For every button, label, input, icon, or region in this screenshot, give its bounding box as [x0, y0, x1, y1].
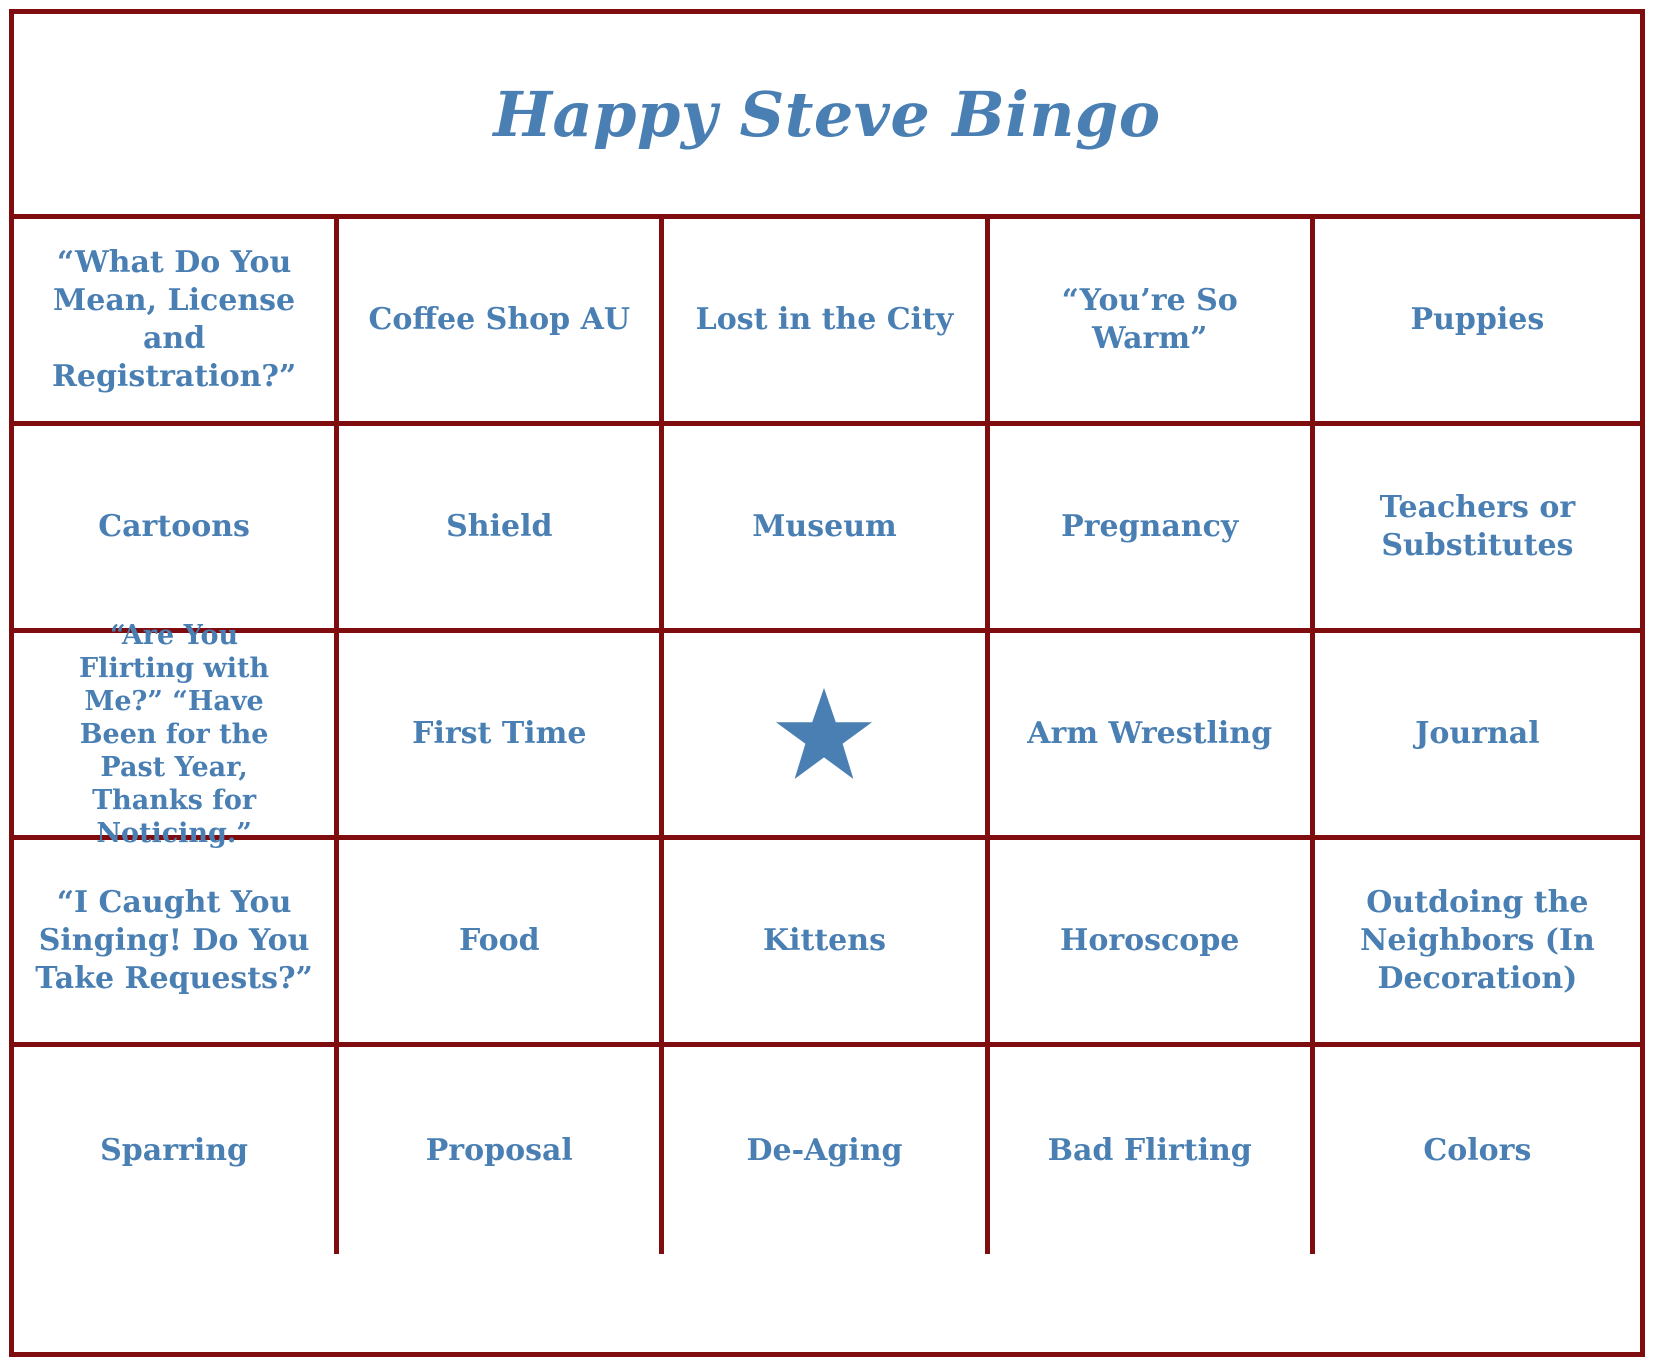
bingo-cell [339, 426, 664, 633]
title-header [14, 14, 1640, 219]
cell-text: Museum [752, 509, 897, 544]
cell-text: Arm Wrestling [1027, 716, 1273, 751]
cell-text: Pregnancy [1061, 509, 1239, 544]
cell-text: Horoscope [1059, 923, 1240, 958]
cell-text: “What Do You Mean, License and Registration?” [51, 245, 297, 394]
cell-text: “Are You Flirting with Me?” “Have Been for the Past Year, Thanks for Noticing.” [79, 619, 270, 849]
free-space-cell [664, 633, 989, 840]
cell-text: Lost in the City [695, 302, 954, 337]
bingo-cell [664, 840, 989, 1047]
cell-text: Shield [446, 509, 553, 544]
cell-text: Kittens [763, 923, 886, 958]
bingo-cell [990, 219, 1315, 426]
cell-text: First Time [412, 716, 587, 751]
bingo-cell [14, 619, 339, 849]
bingo-cell [339, 633, 664, 840]
bingo-cell [1315, 1047, 1640, 1254]
cell-text: Journal [1415, 716, 1540, 751]
star-icon-svg [774, 686, 874, 782]
cell-text: “I Caught You Singing! Do You Take Requests?” [35, 885, 313, 996]
bingo-cell [990, 1047, 1315, 1254]
bingo-cell [339, 1047, 664, 1254]
cell-text: Sparring [100, 1132, 249, 1168]
bingo-cell [664, 426, 989, 633]
bingo-cell [14, 219, 339, 426]
bingo-cell [990, 840, 1315, 1047]
cell-text: Food [458, 923, 540, 958]
page-title: Happy Steve Bingo [493, 77, 1161, 151]
cell-text: Outdoing the Neighbors (In Decoration) [1359, 885, 1595, 996]
bingo-cell [990, 633, 1315, 840]
bingo-cell [1315, 840, 1640, 1047]
bingo-cell [339, 219, 664, 426]
bingo-cell [14, 426, 339, 633]
bingo-card [9, 9, 1645, 1357]
cell-text: Bad Flirting [1047, 1132, 1252, 1168]
cell-text: Coffee Shop AU [368, 302, 631, 337]
bingo-cell [1315, 219, 1640, 426]
bingo-cell [339, 840, 664, 1047]
bingo-cell [664, 219, 989, 426]
bingo-cell [664, 1047, 989, 1254]
bingo-cell [1315, 633, 1640, 840]
cell-text: Teachers or Substitutes [1379, 490, 1576, 563]
star-icon [774, 686, 874, 782]
bingo-cell [1315, 426, 1640, 633]
bingo-cell [14, 1047, 339, 1254]
bingo-cell [990, 426, 1315, 633]
cell-text: “You’re So Warm” [1061, 283, 1238, 356]
bingo-cell [14, 840, 339, 1047]
cell-text: Cartoons [98, 509, 250, 544]
cell-text: Colors [1423, 1132, 1532, 1168]
cell-text: De-Aging [746, 1132, 903, 1168]
cell-text: Proposal [425, 1132, 573, 1168]
cell-text: Puppies [1410, 302, 1545, 337]
